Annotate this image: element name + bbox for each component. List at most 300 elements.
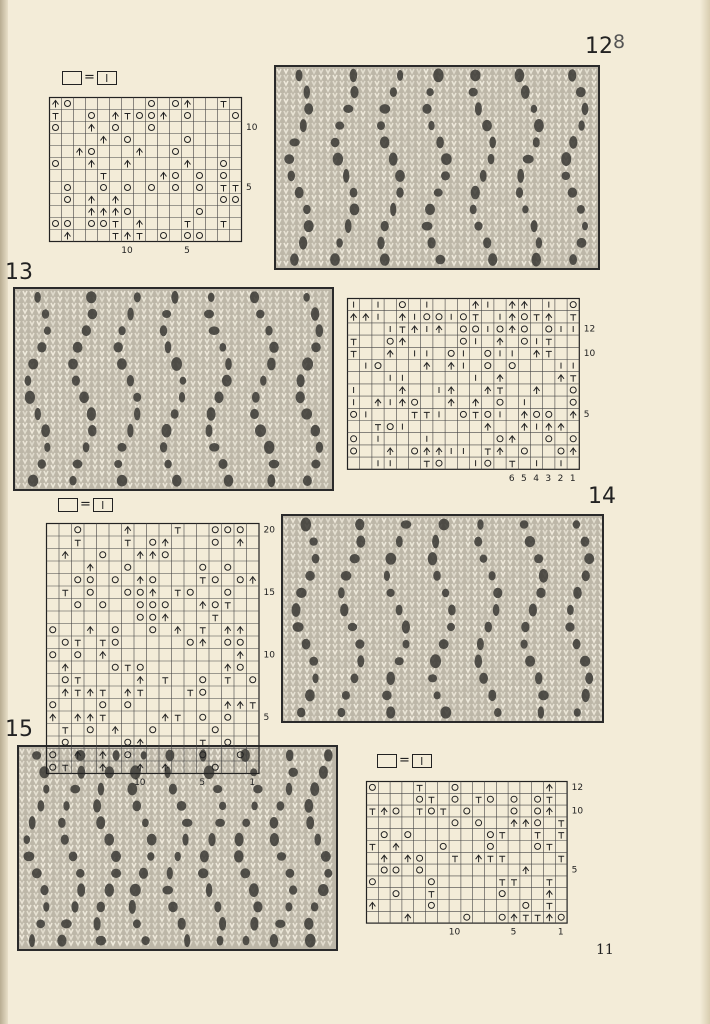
yarn-over-icon — [53, 221, 59, 227]
yarn-over-icon — [100, 602, 106, 608]
chart-row-label: 10 — [263, 650, 275, 661]
decrease-icon — [428, 892, 434, 898]
yarn-over-icon — [534, 411, 540, 417]
chart-column-label: 5 — [184, 246, 190, 256]
double-decrease-icon — [558, 375, 564, 382]
decrease-icon — [399, 327, 405, 333]
decrease-icon — [250, 703, 256, 709]
double-decrease-icon — [497, 375, 503, 382]
yarn-over-icon — [125, 137, 131, 143]
yarn-over-icon — [521, 314, 527, 320]
knit-stitch-icon — [97, 71, 117, 85]
yarn-over-icon — [149, 185, 155, 191]
double-decrease-icon — [363, 314, 369, 321]
yarn-over-icon — [535, 843, 541, 849]
chart-column-label: 10 — [121, 246, 133, 256]
yarn-over-icon — [535, 796, 541, 802]
yarn-over-icon — [369, 784, 375, 790]
page-binding-edge — [0, 0, 8, 1024]
decrease-icon — [428, 797, 434, 803]
decrease-icon — [546, 339, 552, 345]
yarn-over-icon — [546, 411, 552, 417]
yarn-over-icon — [65, 185, 71, 191]
yarn-over-icon — [487, 796, 493, 802]
double-decrease-icon — [175, 627, 181, 634]
chart-column-label: 10 — [134, 778, 146, 788]
double-decrease-icon — [405, 914, 411, 921]
chart-column-label: 3 — [545, 473, 552, 484]
chart-row-label: 5 — [571, 865, 578, 876]
yarn-over-icon — [233, 197, 239, 203]
chart-row-label: 10 — [571, 806, 584, 817]
legend-14 — [58, 497, 113, 512]
yarn-over-icon — [197, 173, 203, 179]
legend-15 — [377, 753, 432, 768]
double-decrease-icon — [521, 302, 527, 309]
double-decrease-icon — [509, 302, 515, 309]
decrease-icon — [212, 615, 218, 621]
yarn-over-icon — [351, 436, 357, 442]
decrease-icon — [175, 715, 181, 721]
decrease-icon — [175, 528, 181, 534]
double-decrease-icon — [405, 855, 411, 862]
yarn-over-icon — [485, 350, 491, 356]
chart-column-label: 5 — [510, 927, 517, 938]
knitting-chart-12 — [49, 97, 269, 267]
yarn-over-icon — [149, 113, 155, 119]
swatch-photo-13 — [13, 287, 334, 491]
yarn-over-icon — [417, 867, 423, 873]
decrease-icon — [221, 102, 227, 108]
yarn-over-icon — [87, 727, 93, 733]
decrease-icon — [53, 114, 59, 120]
yarn-over-icon — [511, 808, 517, 814]
yarn-over-icon — [485, 363, 491, 369]
yarn-over-icon — [546, 326, 552, 332]
double-decrease-icon — [125, 233, 131, 240]
double-decrease-icon — [448, 363, 454, 370]
decrease-icon — [487, 856, 493, 862]
double-decrease-icon — [399, 399, 405, 406]
yarn-over-icon — [161, 233, 167, 239]
yarn-over-icon — [424, 314, 430, 320]
yarn-over-icon — [369, 879, 375, 885]
decrease-icon — [100, 715, 106, 721]
decrease-icon — [546, 903, 552, 909]
yarn-over-icon — [381, 867, 387, 873]
yarn-over-icon — [387, 424, 393, 430]
double-decrease-icon — [485, 387, 491, 394]
decrease-icon — [499, 833, 505, 839]
yarn-over-icon — [460, 326, 466, 332]
yarn-over-icon — [137, 664, 143, 670]
yarn-over-icon — [225, 714, 231, 720]
decrease-icon — [369, 809, 375, 815]
yarn-over-icon — [381, 832, 387, 838]
yarn-over-icon — [405, 832, 411, 838]
decrease-icon — [62, 590, 68, 596]
decrease-icon — [424, 412, 430, 418]
chart-column-label: 1 — [249, 778, 256, 788]
double-decrease-icon — [375, 399, 381, 406]
chart-column-label: 1 — [557, 927, 564, 938]
double-decrease-icon — [412, 326, 418, 333]
yarn-over-icon — [101, 221, 107, 227]
yarn-over-icon — [173, 149, 179, 155]
yarn-over-icon — [570, 399, 576, 405]
double-decrease-icon — [89, 209, 95, 216]
pattern-number-14: 14 — [588, 484, 616, 509]
yarn-over-icon — [200, 689, 206, 695]
decrease-icon — [125, 540, 131, 546]
yarn-over-icon — [53, 125, 59, 131]
double-decrease-icon — [112, 727, 118, 734]
yarn-over-icon — [125, 564, 131, 570]
yarn-over-icon — [112, 664, 118, 670]
chart-grid — [50, 98, 242, 242]
decrease-icon — [558, 856, 564, 862]
yarn-over-icon — [237, 527, 243, 533]
yarn-over-icon — [221, 161, 227, 167]
yarn-over-icon — [150, 577, 156, 583]
yarn-over-icon — [497, 399, 503, 405]
double-decrease-icon — [150, 552, 156, 559]
page-number-main: 12 — [585, 34, 613, 59]
double-decrease-icon — [113, 113, 119, 120]
swatch-photo-12 — [274, 65, 600, 270]
double-decrease-icon — [546, 891, 552, 898]
decrease-icon — [62, 728, 68, 734]
decrease-icon — [137, 234, 143, 240]
double-decrease-icon — [509, 326, 515, 333]
decrease-icon — [75, 640, 81, 646]
decrease-icon — [485, 449, 491, 455]
yarn-over-icon — [125, 702, 131, 708]
double-decrease-icon — [137, 149, 143, 156]
decrease-icon — [221, 186, 227, 192]
yarn-over-icon — [393, 891, 399, 897]
decrease-icon — [101, 174, 107, 180]
double-decrease-icon — [250, 577, 256, 584]
double-decrease-icon — [87, 689, 93, 696]
chart-row-label: 12 — [583, 324, 596, 335]
folio-number: 11 — [596, 942, 614, 958]
yarn-over-icon — [185, 113, 191, 119]
double-decrease-icon — [369, 902, 375, 909]
yarn-over-icon — [485, 460, 491, 466]
decrease-icon — [523, 915, 529, 921]
double-decrease-icon — [399, 314, 405, 321]
double-decrease-icon — [62, 552, 68, 559]
yarn-over-icon — [187, 639, 193, 645]
decrease-icon — [417, 809, 423, 815]
yarn-over-icon — [225, 639, 231, 645]
chart-row-label: 12 — [571, 782, 584, 793]
decrease-icon — [546, 797, 552, 803]
knitting-chart-15 — [366, 781, 591, 951]
double-decrease-icon — [89, 125, 95, 132]
yarn-over-icon — [137, 614, 143, 620]
double-decrease-icon — [125, 527, 131, 534]
yarn-over-icon — [150, 627, 156, 633]
double-decrease-icon — [473, 302, 479, 309]
decrease-icon — [100, 640, 106, 646]
yarn-over-icon — [212, 727, 218, 733]
yarn-over-icon — [225, 527, 231, 533]
double-decrease-icon — [546, 314, 552, 321]
yarn-over-icon — [570, 387, 576, 393]
double-decrease-icon — [200, 639, 206, 646]
yarn-over-icon — [521, 338, 527, 344]
yarn-over-icon — [100, 552, 106, 558]
yarn-over-icon — [428, 902, 434, 908]
yarn-over-icon — [137, 113, 143, 119]
double-decrease-icon — [87, 564, 93, 571]
lace-swatch-image — [276, 67, 598, 268]
decrease-icon — [125, 665, 131, 671]
yarn-over-icon — [417, 796, 423, 802]
double-decrease-icon — [89, 197, 95, 204]
yarn-over-icon — [137, 589, 143, 595]
double-decrease-icon — [137, 552, 143, 559]
double-decrease-icon — [546, 914, 552, 921]
swatch-photo-14 — [281, 514, 604, 723]
double-decrease-icon — [87, 714, 93, 721]
yarn-over-icon — [485, 411, 491, 417]
double-decrease-icon — [113, 197, 119, 204]
decrease-icon — [476, 797, 482, 803]
yarn-over-icon — [448, 350, 454, 356]
yarn-over-icon — [162, 602, 168, 608]
yarn-over-icon — [197, 209, 203, 215]
yarn-over-icon — [417, 855, 423, 861]
decrease-icon — [452, 856, 458, 862]
decrease-icon — [185, 222, 191, 228]
empty-square-icon — [62, 71, 82, 85]
double-decrease-icon — [546, 784, 552, 791]
yarn-over-icon — [428, 879, 434, 885]
chart-grid — [47, 524, 260, 774]
yarn-over-icon — [185, 233, 191, 239]
yarn-over-icon — [225, 589, 231, 595]
knit-stitch-icon — [93, 498, 113, 512]
yarn-over-icon — [162, 552, 168, 558]
double-decrease-icon — [161, 113, 167, 120]
double-decrease-icon — [424, 363, 430, 370]
double-decrease-icon — [497, 448, 503, 455]
yarn-over-icon — [436, 460, 442, 466]
chart-row-label: 5 — [263, 712, 270, 723]
yarn-over-icon — [428, 808, 434, 814]
decrease-icon — [570, 376, 576, 382]
yarn-over-icon — [149, 101, 155, 107]
yarn-over-icon — [233, 113, 239, 119]
double-decrease-icon — [521, 411, 527, 418]
yarn-over-icon — [100, 702, 106, 708]
yarn-over-icon — [570, 302, 576, 308]
double-decrease-icon — [351, 314, 357, 321]
double-decrease-icon — [399, 338, 405, 345]
decrease-icon — [113, 234, 119, 240]
decrease-icon — [369, 844, 375, 850]
empty-square-icon — [58, 498, 78, 512]
yarn-over-icon — [125, 589, 131, 595]
yarn-over-icon — [150, 727, 156, 733]
double-decrease-icon — [448, 387, 454, 394]
decrease-icon — [233, 186, 239, 192]
decrease-icon — [175, 590, 181, 596]
yarn-over-icon — [535, 820, 541, 826]
decrease-icon — [473, 412, 479, 418]
decrease-icon — [225, 678, 231, 684]
double-decrease-icon — [125, 689, 131, 696]
decrease-icon — [546, 880, 552, 886]
decrease-icon — [417, 785, 423, 791]
yarn-over-icon — [412, 399, 418, 405]
double-decrease-icon — [53, 101, 59, 108]
chart-column-label: 4 — [533, 473, 539, 484]
yarn-over-icon — [87, 589, 93, 595]
yarn-over-icon — [499, 914, 505, 920]
decrease-icon — [351, 351, 357, 357]
yarn-over-icon — [150, 539, 156, 545]
double-decrease-icon — [473, 399, 479, 406]
knitting-chart-13 — [347, 298, 602, 483]
chart-row-label: 5 — [246, 183, 252, 193]
yarn-over-icon — [412, 448, 418, 454]
double-decrease-icon — [237, 627, 243, 634]
yarn-over-icon — [521, 326, 527, 332]
yarn-over-icon — [50, 652, 56, 658]
decrease-icon — [497, 388, 503, 394]
double-decrease-icon — [137, 677, 143, 684]
decrease-icon — [75, 678, 81, 684]
yarn-over-icon — [393, 808, 399, 814]
yarn-over-icon — [509, 363, 515, 369]
decrease-icon — [375, 425, 381, 431]
yarn-over-icon — [89, 221, 95, 227]
double-decrease-icon — [387, 350, 393, 357]
knit-stitch-icon — [412, 754, 432, 768]
yarn-over-icon — [200, 677, 206, 683]
double-decrease-icon — [399, 387, 405, 394]
double-decrease-icon — [424, 448, 430, 455]
legend-12 — [62, 70, 117, 85]
yarn-over-icon — [440, 843, 446, 849]
yarn-over-icon — [476, 820, 482, 826]
yarn-over-icon — [200, 564, 206, 570]
double-decrease-icon — [185, 161, 191, 168]
yarn-over-icon — [53, 161, 59, 167]
yarn-over-icon — [464, 808, 470, 814]
double-decrease-icon — [225, 627, 231, 634]
double-decrease-icon — [162, 614, 168, 621]
chart-row-label: 10 — [246, 123, 258, 133]
decrease-icon — [558, 821, 564, 827]
double-decrease-icon — [162, 714, 168, 721]
yarn-over-icon — [89, 113, 95, 119]
double-decrease-icon — [448, 399, 454, 406]
double-decrease-icon — [137, 577, 143, 584]
yarn-over-icon — [173, 101, 179, 107]
yarn-over-icon — [487, 843, 493, 849]
yarn-over-icon — [65, 221, 71, 227]
yarn-over-icon — [149, 125, 155, 131]
yarn-over-icon — [570, 436, 576, 442]
yarn-over-icon — [497, 436, 503, 442]
yarn-over-icon — [62, 639, 68, 645]
yarn-over-icon — [112, 577, 118, 583]
double-decrease-icon — [137, 221, 143, 228]
double-decrease-icon — [237, 539, 243, 546]
yarn-over-icon — [237, 577, 243, 583]
lace-swatch-image — [19, 747, 336, 949]
yarn-over-icon — [452, 820, 458, 826]
double-decrease-icon — [570, 411, 576, 418]
double-decrease-icon — [225, 664, 231, 671]
yarn-over-icon — [399, 302, 405, 308]
chart-row-label: 10 — [583, 348, 596, 359]
pattern-number-15: 15 — [5, 717, 33, 742]
yarn-over-icon — [351, 411, 357, 417]
yarn-over-icon — [237, 664, 243, 670]
decrease-icon — [535, 915, 541, 921]
chart-row-label: 5 — [583, 409, 590, 420]
double-decrease-icon — [436, 326, 442, 333]
yarn-over-icon — [197, 233, 203, 239]
yarn-over-icon — [535, 808, 541, 814]
chart-row-label: 20 — [263, 525, 275, 536]
decrease-icon — [100, 690, 106, 696]
yarn-over-icon — [387, 338, 393, 344]
yarn-over-icon — [112, 627, 118, 633]
decrease-icon — [75, 690, 81, 696]
yarn-over-icon — [75, 652, 81, 658]
decrease-icon — [221, 222, 227, 228]
yarn-over-icon — [487, 832, 493, 838]
chart-column-label: 10 — [448, 927, 461, 938]
decrease-icon — [351, 339, 357, 345]
double-decrease-icon — [185, 101, 191, 108]
yarn-over-icon — [112, 639, 118, 645]
double-decrease-icon — [162, 539, 168, 546]
double-decrease-icon — [77, 149, 83, 156]
yarn-over-icon — [436, 314, 442, 320]
double-decrease-icon — [511, 820, 517, 827]
decrease-icon — [225, 603, 231, 609]
yarn-over-icon — [221, 197, 227, 203]
chart-column-label: 1 — [569, 473, 576, 484]
double-decrease-icon — [387, 448, 393, 455]
double-decrease-icon — [497, 338, 503, 345]
yarn-over-icon — [452, 796, 458, 802]
yarn-over-icon — [62, 677, 68, 683]
double-decrease-icon — [436, 448, 442, 455]
yarn-over-icon — [473, 326, 479, 332]
lace-swatch-image — [15, 289, 332, 489]
decrease-icon — [200, 628, 206, 634]
swatch-photo-15 — [17, 745, 338, 951]
double-decrease-icon — [558, 424, 564, 431]
decrease-icon — [75, 540, 81, 546]
legend-equals: = — [84, 70, 95, 85]
yarn-over-icon — [65, 101, 71, 107]
pattern-number-13: 13 — [5, 260, 33, 285]
yarn-over-icon — [511, 796, 517, 802]
decrease-icon — [424, 461, 430, 467]
knitting-chart-14 — [46, 523, 286, 788]
double-decrease-icon — [381, 855, 387, 862]
